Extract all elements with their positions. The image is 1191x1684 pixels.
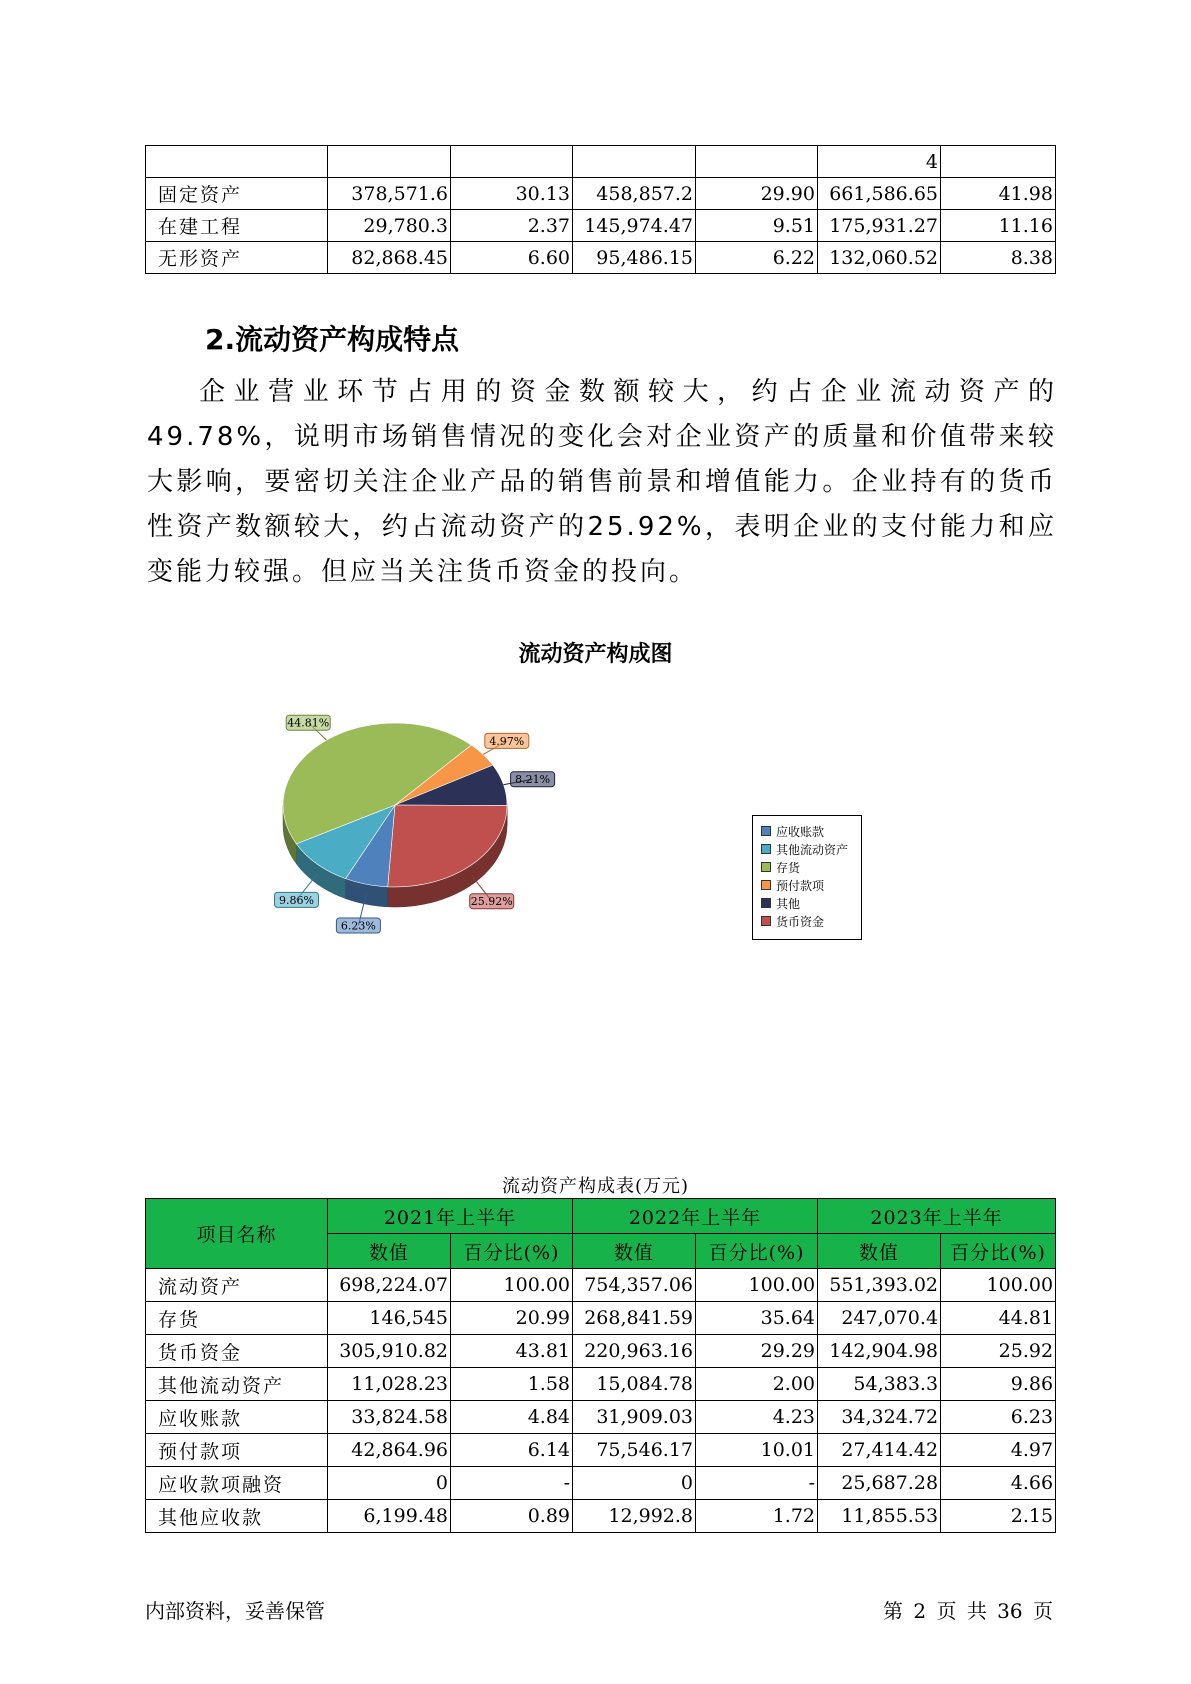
row-label: 固定资产 xyxy=(146,178,328,210)
cell-value: 220,963.16 xyxy=(573,1335,696,1368)
cell-value: 142,904.98 xyxy=(818,1335,941,1368)
table-row xyxy=(146,1434,1056,1467)
cell-value: 15,084.78 xyxy=(573,1368,696,1401)
pie-data-label: 9.86% xyxy=(279,893,314,907)
current-assets-table xyxy=(145,1198,1056,1533)
table-row xyxy=(146,1335,1056,1368)
current-assets-pie-chart xyxy=(270,710,630,980)
cell-value: 75,546.17 xyxy=(573,1434,696,1467)
cell-value: 29.90 xyxy=(696,178,818,210)
legend-label: 存货 xyxy=(776,860,801,875)
cell-value: 27,414.42 xyxy=(818,1434,941,1467)
cell-value: 0 xyxy=(328,1467,451,1500)
cell-value: 0.89 xyxy=(451,1500,573,1533)
cell-value: 10.01 xyxy=(696,1434,818,1467)
cell-value: 82,868.45 xyxy=(328,242,451,274)
legend-swatch xyxy=(761,916,771,926)
row-label: 其他应收款 xyxy=(146,1500,328,1533)
legend-label: 应收账款 xyxy=(776,824,825,839)
cell-value: 34,324.72 xyxy=(818,1401,941,1434)
row-label: 货币资金 xyxy=(146,1335,328,1368)
header-year-2023: 2023年上半年 xyxy=(818,1199,1056,1234)
cell-value: 4.97 xyxy=(941,1434,1056,1467)
table-row xyxy=(146,146,1056,178)
cell-value: - xyxy=(451,1467,573,1500)
cell-value: 25.92 xyxy=(941,1335,1056,1368)
cell-value: - xyxy=(696,1467,818,1500)
row-label: 其他流动资产 xyxy=(146,1368,328,1401)
cell-value: 8.38 xyxy=(941,242,1056,274)
cell-value: 11,855.53 xyxy=(818,1500,941,1533)
table-row xyxy=(146,1467,1056,1500)
cell-value xyxy=(451,146,573,178)
row-label: 无形资产 xyxy=(146,242,328,274)
header-item-name: 项目名称 xyxy=(146,1199,328,1269)
header-percent: 百分比(%) xyxy=(941,1234,1056,1269)
legend-label: 其他 xyxy=(776,896,801,911)
section-paragraph: 企业营业环节占用的资金数额较大，约占企业流动资产的49.78%，说明市场销售情况的变化会对企业资产的质量和价值带来较大影响，要密切关注企业产品的销售前景和增值能力。企业持有的货币性资产数额较大，约占流动资产的25.92%，表明企业的支付能力和应变能力较强。但应当关注货币资金的投向。 xyxy=(147,377,1057,587)
legend-swatch xyxy=(761,880,771,890)
fixed-assets-table xyxy=(145,145,1056,274)
cell-value: 145,974.47 xyxy=(573,210,696,242)
cell-value: 31,909.03 xyxy=(573,1401,696,1434)
cell-value: 2.15 xyxy=(941,1500,1056,1533)
header-value: 数值 xyxy=(328,1234,451,1269)
legend-item xyxy=(761,858,861,876)
cell-value: 6.23 xyxy=(941,1401,1056,1434)
cell-value: 43.81 xyxy=(451,1335,573,1368)
cell-value: 2.37 xyxy=(451,210,573,242)
header-percent: 百分比(%) xyxy=(696,1234,818,1269)
pie-data-label: 44.81% xyxy=(287,716,330,730)
cell-value: 661,586.65 xyxy=(818,178,941,210)
pie-data-label: 8.21% xyxy=(515,773,551,787)
cell-value: 42,864.96 xyxy=(328,1434,451,1467)
header-year-2022: 2022年上半年 xyxy=(573,1199,818,1234)
cell-value: 4.84 xyxy=(451,1401,573,1434)
cell-value: 247,070.4 xyxy=(818,1302,941,1335)
cell-value: 268,841.59 xyxy=(573,1302,696,1335)
cell-value: 4.23 xyxy=(696,1401,818,1434)
chart-legend xyxy=(752,815,862,940)
cell-value xyxy=(328,146,451,178)
row-label: 存货 xyxy=(146,1302,328,1335)
table-row xyxy=(146,1302,1056,1335)
cell-value: 132,060.52 xyxy=(818,242,941,274)
table-row xyxy=(146,210,1056,242)
cell-value: 458,857.2 xyxy=(573,178,696,210)
cell-value: 6.14 xyxy=(451,1434,573,1467)
cell-value: 6.22 xyxy=(696,242,818,274)
cell-value: 95,486.15 xyxy=(573,242,696,274)
legend-label: 其他流动资产 xyxy=(776,842,849,857)
legend-swatch xyxy=(761,844,771,854)
cell-value: 1.72 xyxy=(696,1500,818,1533)
cell-value: 30.13 xyxy=(451,178,573,210)
legend-swatch xyxy=(761,898,771,908)
cell-value: 378,571.6 xyxy=(328,178,451,210)
header-year-2021: 2021年上半年 xyxy=(328,1199,573,1234)
cell-value: 11,028.23 xyxy=(328,1368,451,1401)
cell-value: 4.66 xyxy=(941,1467,1056,1500)
table-row xyxy=(146,1500,1056,1533)
legend-swatch xyxy=(761,862,771,872)
cell-value: 100.00 xyxy=(696,1269,818,1302)
cell-value: 305,910.82 xyxy=(328,1335,451,1368)
cell-value: 1.58 xyxy=(451,1368,573,1401)
table-row xyxy=(146,178,1056,210)
cell-value: 6.60 xyxy=(451,242,573,274)
table-caption: 流动资产构成表(万元) xyxy=(501,1176,690,1197)
cell-value: 9.86 xyxy=(941,1368,1056,1401)
legend-item xyxy=(761,822,861,840)
legend-item xyxy=(761,840,861,858)
cell-value: 698,224.07 xyxy=(328,1269,451,1302)
cell-value: 41.98 xyxy=(941,178,1056,210)
legend-swatch xyxy=(761,826,771,836)
cell-value: 44.81 xyxy=(941,1302,1056,1335)
chart-title: 流动资产构成图 xyxy=(518,642,673,667)
cell-value: 35.64 xyxy=(696,1302,818,1335)
row-label: 流动资产 xyxy=(146,1269,328,1302)
row-label: 在建工程 xyxy=(146,210,328,242)
pie-data-label: 25.92% xyxy=(470,895,513,909)
row-label: 预付款项 xyxy=(146,1434,328,1467)
pie-slice-5 xyxy=(388,805,507,887)
table-row xyxy=(146,1269,1056,1302)
cell-value: 100.00 xyxy=(941,1269,1056,1302)
cell-value: 20.99 xyxy=(451,1302,573,1335)
table-row xyxy=(146,1368,1056,1401)
row-label: 应收款项融资 xyxy=(146,1467,328,1500)
cell-value xyxy=(696,146,818,178)
cell-value: 0 xyxy=(573,1467,696,1500)
cell-value: 146,545 xyxy=(328,1302,451,1335)
cell-value: 2.00 xyxy=(696,1368,818,1401)
legend-label: 预付款项 xyxy=(776,878,825,893)
cell-value xyxy=(573,146,696,178)
footer-page-number: 第 2 页 共 36 页 xyxy=(883,1599,1053,1623)
table-row xyxy=(146,1401,1056,1434)
footer-confidential: 内部资料，妥善保管 xyxy=(145,1599,325,1623)
row-label: 应收账款 xyxy=(146,1401,328,1434)
header-value: 数值 xyxy=(573,1234,696,1269)
cell-value: 29.29 xyxy=(696,1335,818,1368)
cell-value: 754,357.06 xyxy=(573,1269,696,1302)
cell-value xyxy=(941,146,1056,178)
legend-label: 货币资金 xyxy=(776,914,825,929)
cell-value: 100.00 xyxy=(451,1269,573,1302)
legend-item xyxy=(761,894,861,912)
cell-value: 11.16 xyxy=(941,210,1056,242)
cell-value: 29,780.3 xyxy=(328,210,451,242)
legend-item xyxy=(761,912,861,930)
pie-data-label: 6.23% xyxy=(340,919,376,933)
section-heading: 2.流动资产构成特点 xyxy=(205,323,460,356)
table-row xyxy=(146,242,1056,274)
cell-value: 33,824.58 xyxy=(328,1401,451,1434)
cell-value: 54,383.3 xyxy=(818,1368,941,1401)
cell-value: 551,393.02 xyxy=(818,1269,941,1302)
cell-value: 4 xyxy=(818,146,941,178)
cell-value: 12,992.8 xyxy=(573,1500,696,1533)
cell-value xyxy=(146,146,328,178)
cell-value: 175,931.27 xyxy=(818,210,941,242)
pie-data-label: 4.97% xyxy=(489,734,525,748)
header-value: 数值 xyxy=(818,1234,941,1269)
legend-item xyxy=(761,876,861,894)
cell-value: 25,687.28 xyxy=(818,1467,941,1500)
cell-value: 6,199.48 xyxy=(328,1500,451,1533)
cell-value: 9.51 xyxy=(696,210,818,242)
header-percent: 百分比(%) xyxy=(451,1234,573,1269)
